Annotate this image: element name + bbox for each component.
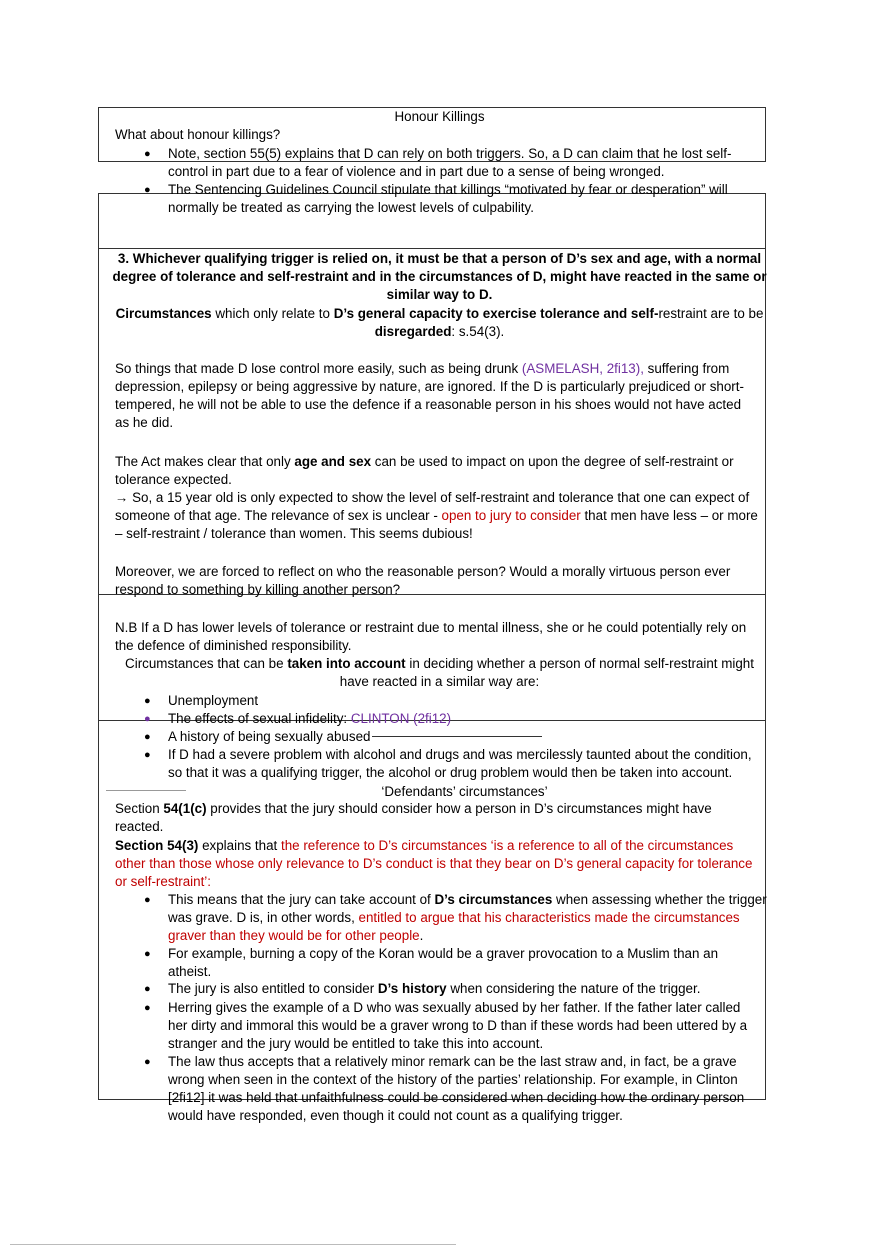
bullet-icon: ● <box>144 1056 151 1068</box>
bullet-icon: ● <box>144 983 151 995</box>
defendants-bullet-4: Herring gives the example of a D who was sexually abused by her father. If the father later called her dirty and immoral this would be a graver wrong to D than if these words had been uttered by a stranger and the jury would be entitled to take this into account. <box>168 1000 748 1051</box>
short-rule <box>372 736 542 737</box>
paragraph-age-sex: The Act makes clear that only age and sex can be used to impact on upon the degree of self-restraint or tolerance expected. <box>115 454 734 487</box>
bullet-icon: ● <box>144 731 151 743</box>
bullet-icon: ● <box>144 148 151 160</box>
honour-question: What about honour killings? <box>115 127 281 142</box>
paragraph-15-year-old: → So, a 15 year old is only expected to show the level of self-restraint and tolerance that one can expect of someone of that age. The relevance of sex is unclear - open to jury to consider that men have less – or more – self-restraint / tolerance than women. This seems dubious! <box>115 490 758 541</box>
paragraph-reasonable-person: Moreover, we are forced to reflect on who the reasonable person? Would a morally virtuous person ever respond to something by killing another person? <box>115 564 731 597</box>
circumstances-intro: Circumstances that can be taken into account in deciding whether a person of normal self-restraint might have reacted in a similar way are: <box>125 656 754 689</box>
bullet-icon: ● <box>144 695 151 707</box>
honour-bullet-2: The Sentencing Guidelines Council stipulate that killings “motivated by fear or desperation” will normally be treated as carrying the lowest levels of culpability. <box>168 182 728 215</box>
circumstances-rule: Circumstances which only relate to D’s general capacity to exercise tolerance and self-restraint are to be disregarded: s.54(3). <box>115 306 764 339</box>
list-item-alcohol: If D had a severe problem with alcohol and drugs and was mercilessly taunted about the condition, so that it was a qualifying trigger, the alcohol or drug problem would then be taken into account. <box>168 747 752 780</box>
footer-rule <box>10 1244 456 1245</box>
honour-title: Honour Killings <box>394 109 485 124</box>
divider <box>98 248 766 249</box>
defendants-bullet-2: For example, burning a copy of the Koran would be a graver provocation to a Muslim than an atheist. <box>168 946 719 979</box>
paragraph-drunk: So things that made D lose control more easily, such as being drunk (ASMELASH, 2fi13), suffering from depression, epilepsy or being aggressive by nature, are ignored. If the D is particularly prejudiced or short- tempered, he will not be able to use the defence if a reasonable person in his shoes would not have acted as he did. <box>115 361 744 430</box>
list-item-infidelity: The effects of sexual infidelity: CLINTON (2fi12) <box>168 711 452 726</box>
section-54-1c: Section 54(1(c) provides that the jury should consider how a person in D’s circumstances might have reacted. <box>115 801 712 834</box>
bullet-icon: ● <box>144 1002 151 1014</box>
defendants-title: ‘Defendants’ circumstances’ <box>381 784 548 799</box>
point3-heading: 3. Whichever qualifying trigger is relied on, it must be that a person of D’s sex and age, with a normal degree of tolerance and self-restraint and in the circumstances of D, might have reacted in the same or similar way to D. <box>112 251 767 302</box>
honour-bullet-1: Note, section 55(5) explains that D can rely on both triggers. So, a D can claim that he lost self- control in part due to a fear of violence and in part due to a sense of being wronged. <box>168 146 732 179</box>
defendants-bullet-3: The jury is also entitled to consider D’s history when considering the nature of the trigger. <box>168 981 701 996</box>
defendants-bullet-5: The law thus accepts that a relatively minor remark can be the last straw and, in fact, be a grave wrong when seen in the context of the history of the parties’ relationship. For example, in Clinton [2fi12] it was held that unfaithfulness could be considered when deciding how the ordinary person would have responded, even though it could not count as a qualifying trigger. <box>168 1054 745 1123</box>
bullet-icon: ● <box>144 184 151 196</box>
list-item-abuse: A history of being sexually abused <box>168 729 371 744</box>
defendants-bullet-1: This means that the jury can take account of D’s circumstances when assessing whether the trigger was grave. D is, in other words, entitled to argue that his characteristics made the circumstances graver than they would be for other people. <box>168 892 767 943</box>
list-item-unemployment: Unemployment <box>168 693 259 708</box>
bullet-icon: ● <box>144 713 151 725</box>
bullet-icon: ● <box>144 749 151 761</box>
paragraph-nb: N.B If a D has lower levels of tolerance or restraint due to mental illness, she or he could potentially rely on the defence of diminished responsibility. <box>115 620 747 653</box>
bullet-icon: ● <box>144 894 151 906</box>
bullet-icon: ● <box>144 948 151 960</box>
section-54-3: Section 54(3) explains that the reference to D’s circumstances ‘is a reference to all of the circumstances other than those whose only relevance to D’s conduct is that they bear on D’s general capacity for tolerance or self-restraint’: <box>115 838 753 889</box>
